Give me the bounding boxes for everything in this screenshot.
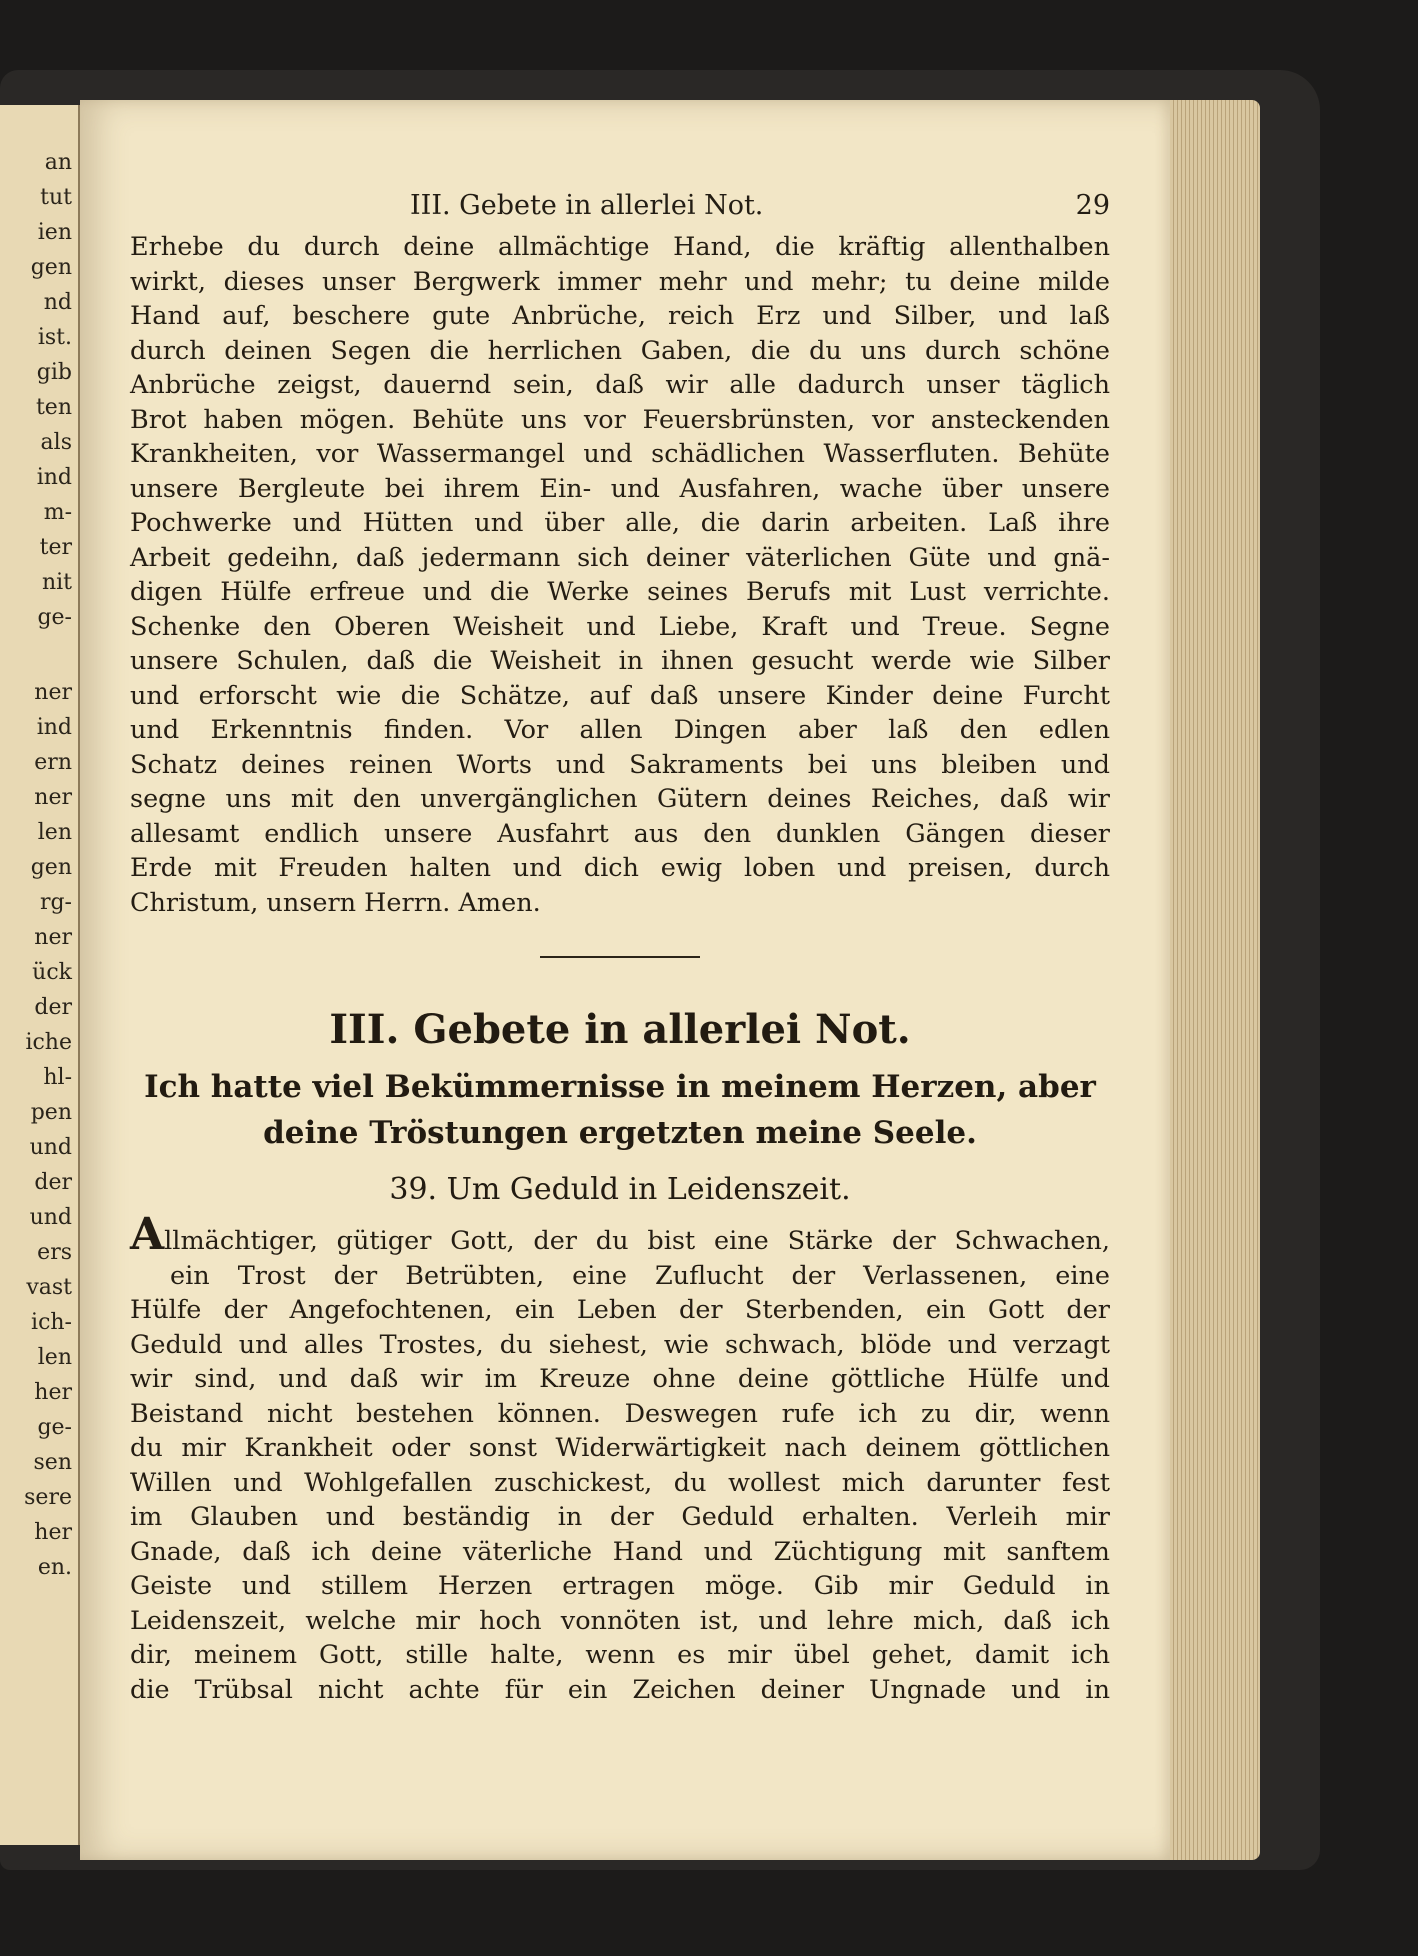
running-head	[130, 190, 1110, 230]
book-page	[80, 100, 1170, 1860]
text-line: Pochwerke und Hütten und über alle, die darin arbeiten. Laß ihre	[130, 508, 1110, 538]
left-page-text-fragment: ner	[34, 925, 72, 950]
text-line: die Trübsal nicht achte für ein Zeichen deiner Ungnade und in	[130, 1674, 1110, 1705]
left-page-text-fragment: der	[34, 995, 72, 1020]
text-line: unsere Bergleute bei ihrem Ein- und Ausfahren, wache über unsere	[130, 473, 1110, 504]
left-page-text-fragment: ien	[37, 220, 72, 245]
epigraph-line: Ich hatte viel Bekümmernisse in meinem Herzen, aber	[144, 1069, 1096, 1105]
epigraph-line: deine Tröstungen ergetzten meine Seele.	[263, 1115, 977, 1151]
text-line: unsere Schulen, daß die Weisheit in ihnen gesucht werde wie Silber	[130, 646, 1110, 676]
left-page-text-fragment: iche	[25, 1030, 72, 1055]
left-page-text-fragment: an	[44, 150, 72, 175]
left-page-text-fragment: sere	[24, 1485, 72, 1510]
text-line: Schenke den Oberen Weisheit und Liebe, Kraft und Treue. Segne	[130, 611, 1110, 642]
prayer-title: 39. Um Geduld in Leidenszeit.	[389, 1172, 851, 1207]
left-page-text-fragment: ten	[35, 395, 72, 420]
left-page-text-fragment: und	[29, 1205, 72, 1230]
text-line: wirkt, dieses unser Bergwerk immer mehr und mehr; tu deine milde	[130, 266, 1110, 297]
epigraph	[130, 1064, 1110, 1156]
left-page-text-fragment: der	[34, 1170, 72, 1195]
left-page-text-fragment: ind	[36, 465, 72, 490]
text-line: Leidenszeit, welche mir hoch vonnöten ist, und lehre mich, daß ich	[130, 1605, 1110, 1636]
left-page-text-fragment: len	[37, 820, 72, 845]
text-line: Brot haben mögen. Behüte uns vor Feuersbrünsten, vor ansteckenden	[130, 404, 1110, 435]
left-page-text-fragment: ind	[36, 715, 72, 740]
text-line: Anbrüche zeigst, dauernd sein, daß wir alle dadurch unser täglich	[130, 370, 1110, 400]
drop-cap: A	[130, 1209, 165, 1260]
text-line: Hand auf, beschere gute Anbrüche, reich Erz und Silber, und laß	[130, 301, 1110, 331]
text-line: segne uns mit den unvergänglichen Gütern deines Reiches, daß wir	[130, 784, 1110, 814]
left-page-text-fragment: als	[40, 430, 72, 455]
page-number: 29	[1075, 190, 1110, 221]
text-line: Krankheiten, vor Wassermangel und schädlichen Wasserfluten. Behüte	[130, 439, 1110, 469]
running-head-title: III. Gebete in allerlei Not.	[410, 190, 764, 221]
text-line: dir, meinem Gott, stille halte, wenn es mir übel gehet, damit ich	[130, 1640, 1110, 1670]
left-page-text-fragment: ers	[37, 1240, 72, 1265]
left-page-text-fragment: ück	[32, 960, 72, 985]
text-line: und Erkenntnis finden. Vor allen Dingen aber laß den edlen	[130, 715, 1110, 745]
left-page-text-fragment: ich-	[31, 1310, 72, 1335]
text-line: Gnade, daß ich deine väterliche Hand und Züchtigung mit sanftem	[130, 1536, 1110, 1567]
text-line: allesamt endlich unsere Ausfahrt aus den dunklen Gängen dieser	[130, 818, 1110, 849]
text-line: Erhebe du durch deine allmächtige Hand, die kräftig allenthalben	[130, 232, 1110, 262]
left-page-text-fragment: ge-	[37, 605, 72, 630]
text-line: digen Hülfe erfreue und die Werke seines Berufs mit Lust verrichte.	[130, 577, 1110, 607]
text-line: du mir Krankheit oder sonst Widerwärtigkeit nach deinem göttlichen	[130, 1433, 1110, 1463]
text-line: Willen und Wohlgefallen zuschickest, du wollest mich darunter fest	[130, 1467, 1110, 1498]
left-page-text-fragment: hl-	[43, 1065, 72, 1090]
text-line: Christum, unsern Herrn. Amen.	[130, 887, 541, 918]
left-page-text-fragment: ter	[39, 535, 72, 560]
left-page-text-fragment: nd	[43, 290, 72, 315]
left-page-text-fragment: ge-	[37, 1415, 72, 1440]
left-page-text-fragment: vast	[26, 1275, 72, 1300]
text-line: durch deinen Segen die herrlichen Gaben, die du uns durch schöne	[130, 335, 1110, 366]
text-line: Arbeit gedeihn, daß jedermann sich deiner väterlichen Güte und gnä-	[130, 542, 1110, 573]
text-column	[130, 190, 1110, 1707]
text-line: Geduld und alles Trostes, du siehest, wie schwach, blöde und verzagt	[130, 1329, 1110, 1360]
text-line: wir sind, und daß wir im Kreuze ohne deine göttliche Hülfe und	[130, 1364, 1110, 1394]
text-line-rest: llmächtiger, gütiger Gott, der du bist eine Stärke der Schwachen,	[164, 1226, 1110, 1256]
left-page-text-fragment: ist.	[37, 325, 72, 350]
left-page-text-fragment: len	[37, 1345, 72, 1370]
section-heading: III. Gebete in allerlei Not.	[329, 1006, 911, 1053]
text-line: im Glauben und beständig in der Geduld erhalten. Verleih mir	[130, 1502, 1110, 1532]
left-page-text-fragment: ner	[34, 680, 72, 705]
left-page-text-fragment: sen	[33, 1450, 72, 1475]
left-page-text-fragment: gen	[30, 855, 72, 880]
section-divider	[540, 956, 700, 958]
text-line: Beistand nicht bestehen können. Deswegen rufe ich zu dir, wenn	[130, 1398, 1110, 1429]
left-page-text-fragment: tut	[40, 185, 72, 210]
left-page-text-fragment: ern	[34, 750, 72, 775]
left-page-text-fragment: m-	[43, 500, 72, 525]
paragraph-patience-prayer	[130, 1209, 1110, 1707]
text-line: ein Trost der Betrübten, eine Zuflucht der Verlassenen, eine	[170, 1260, 1110, 1291]
left-page-text-fragment: gen	[30, 255, 72, 280]
text-line: und erforscht wie die Schätze, auf daß unsere Kinder deine Furcht	[130, 680, 1110, 711]
left-page-text-fragment: en.	[37, 1555, 72, 1580]
left-page-text-fragment: gib	[36, 360, 72, 385]
text-line: Erde mit Freuden halten und dich ewig loben und preisen, durch	[130, 853, 1110, 883]
left-page-text-fragment: ner	[34, 785, 72, 810]
text-line: Geiste und stillem Herzen ertragen möge. Gib mir Geduld in	[130, 1571, 1110, 1601]
left-page-text-fragment: her	[34, 1380, 72, 1405]
text-line: Schatz deines reinen Worts und Sakraments bei uns bleiben und	[130, 749, 1110, 780]
left-page-text-fragment: her	[34, 1520, 72, 1545]
left-page-text-fragment: pen	[30, 1100, 72, 1125]
text-line: Hülfe der Angefochtenen, ein Leben der Sterbenden, ein Gott der	[130, 1295, 1110, 1325]
left-page-text-fragment: nit	[41, 570, 72, 595]
left-page-fragment	[0, 105, 81, 1845]
left-page-text-fragment: und	[29, 1135, 72, 1160]
left-page-text-fragment: rg-	[39, 890, 72, 915]
paragraph-mining-prayer	[130, 230, 1110, 920]
text-line	[130, 1209, 1110, 1260]
